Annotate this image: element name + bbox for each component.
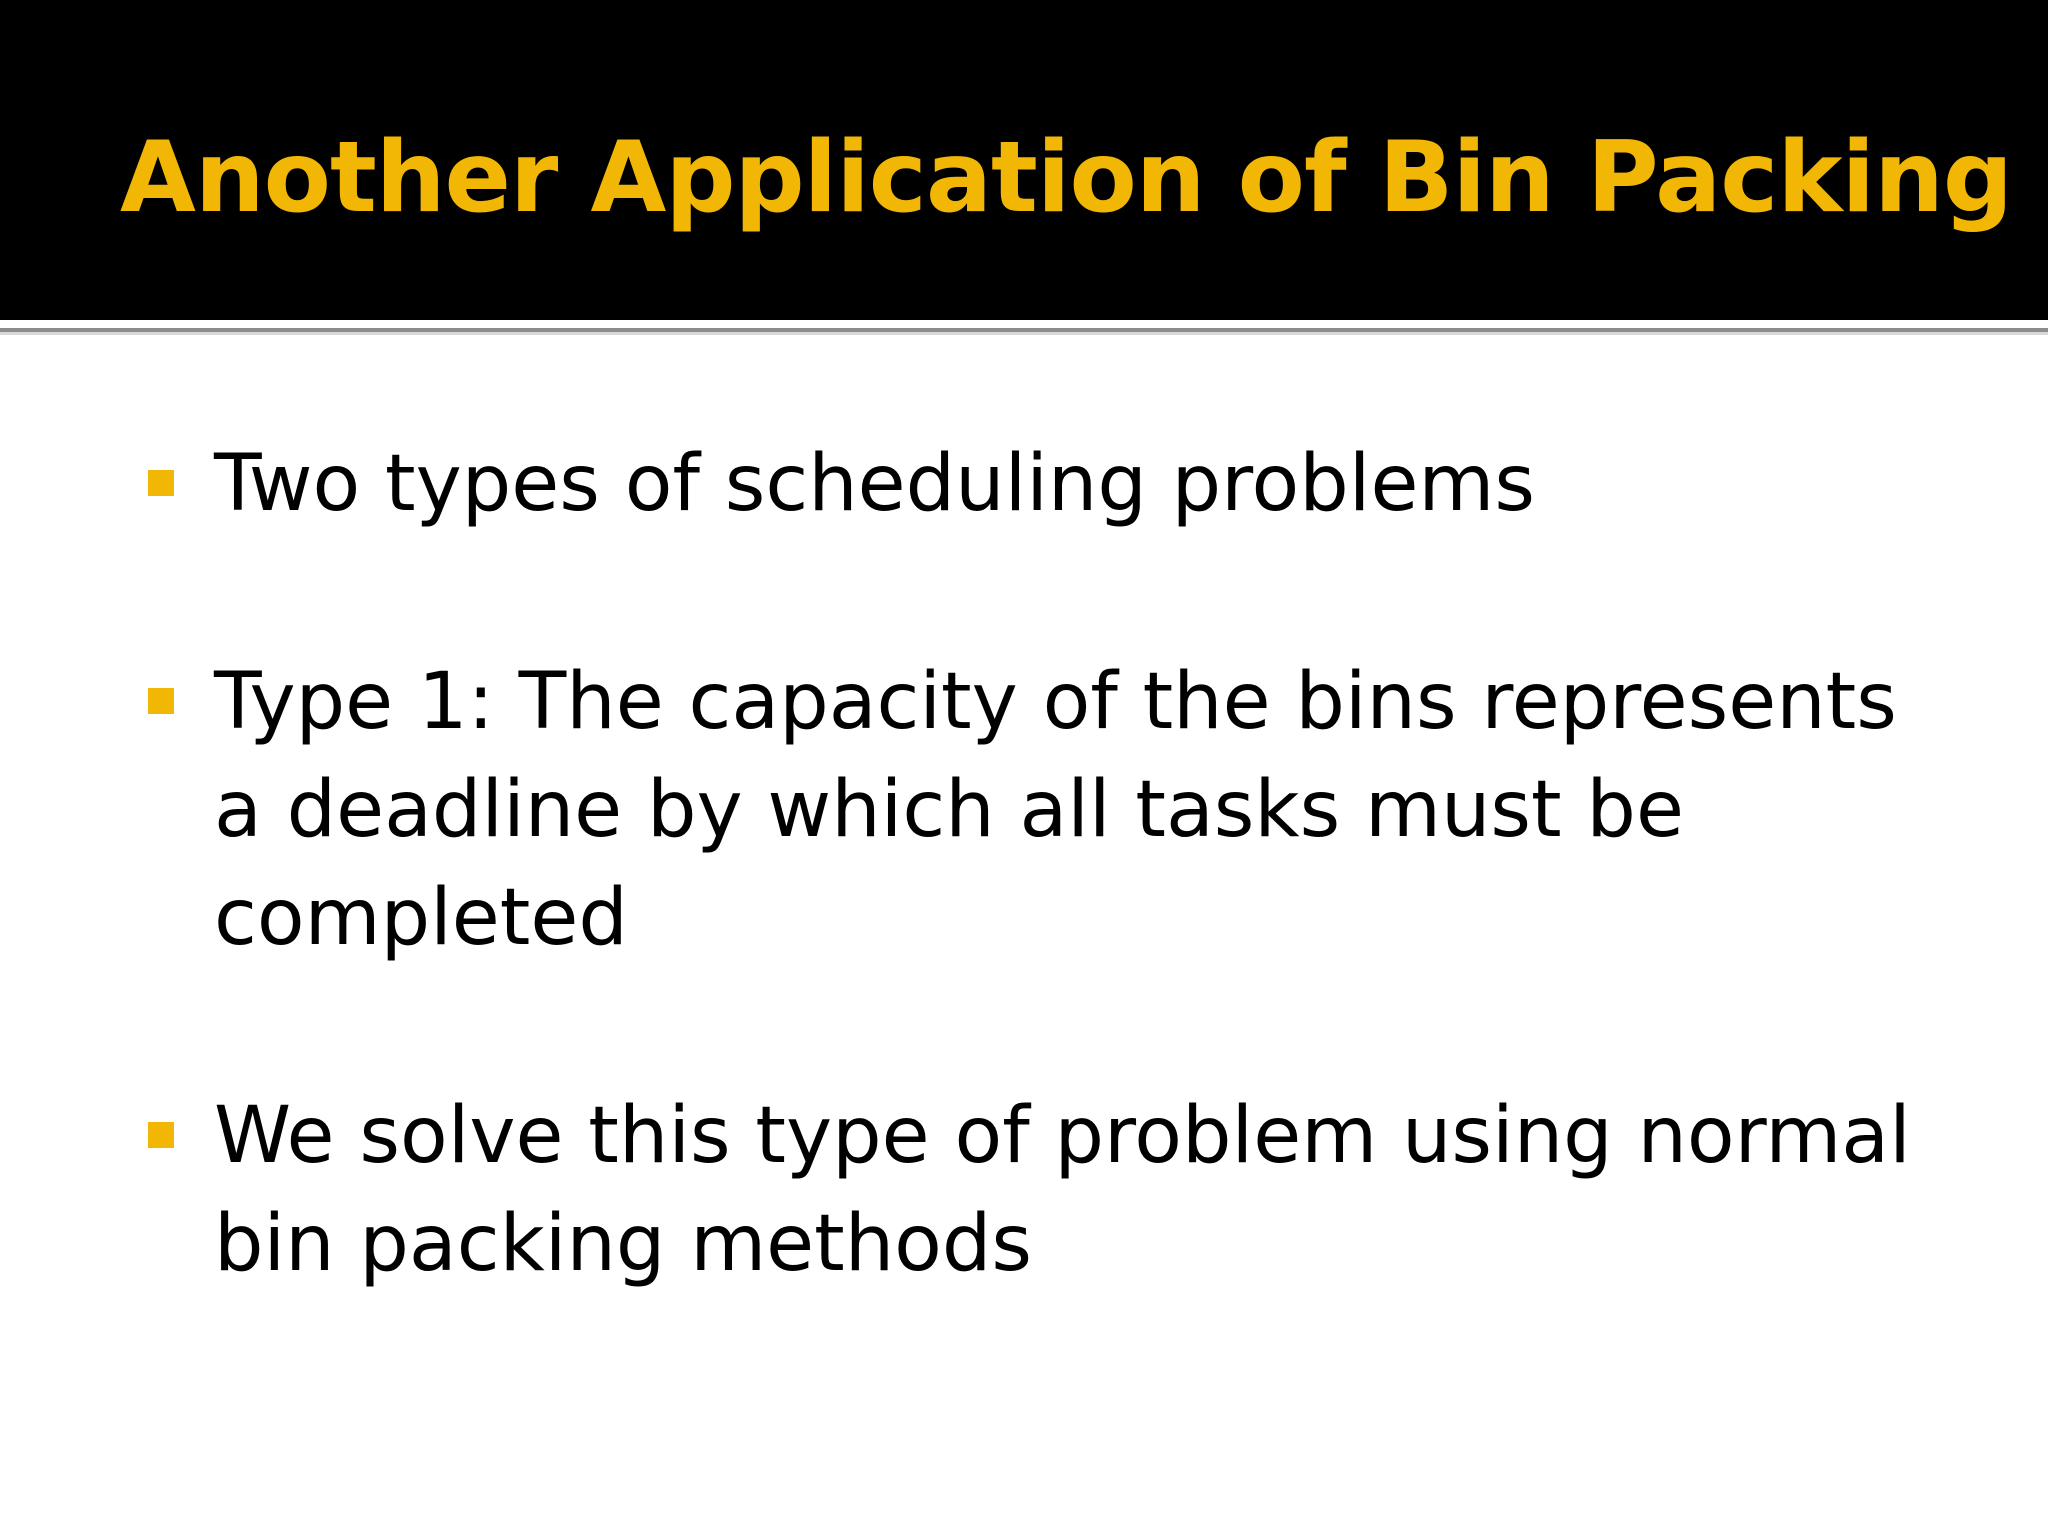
bullet-text: Type 1: The capacity of the bins represents a deadline by which all tasks must be completed bbox=[214, 657, 1897, 963]
square-bullet-icon bbox=[148, 688, 174, 714]
bullet-list bbox=[148, 430, 1928, 1298]
square-bullet-icon bbox=[148, 1122, 174, 1148]
bullet-item bbox=[148, 1082, 1928, 1298]
bullet-text: We solve this type of problem using normal bin packing methods bbox=[214, 1091, 1911, 1289]
title-divider-white bbox=[0, 320, 2048, 328]
bullet-item bbox=[148, 430, 1928, 538]
title-bar bbox=[0, 0, 2048, 320]
slide-title: Another Application of Bin Packing bbox=[120, 121, 2013, 235]
bullet-item bbox=[148, 648, 1928, 972]
bullet-text: Two types of scheduling problems bbox=[214, 439, 1536, 529]
title-divider-shadow bbox=[0, 332, 2048, 335]
square-bullet-icon bbox=[148, 470, 174, 496]
